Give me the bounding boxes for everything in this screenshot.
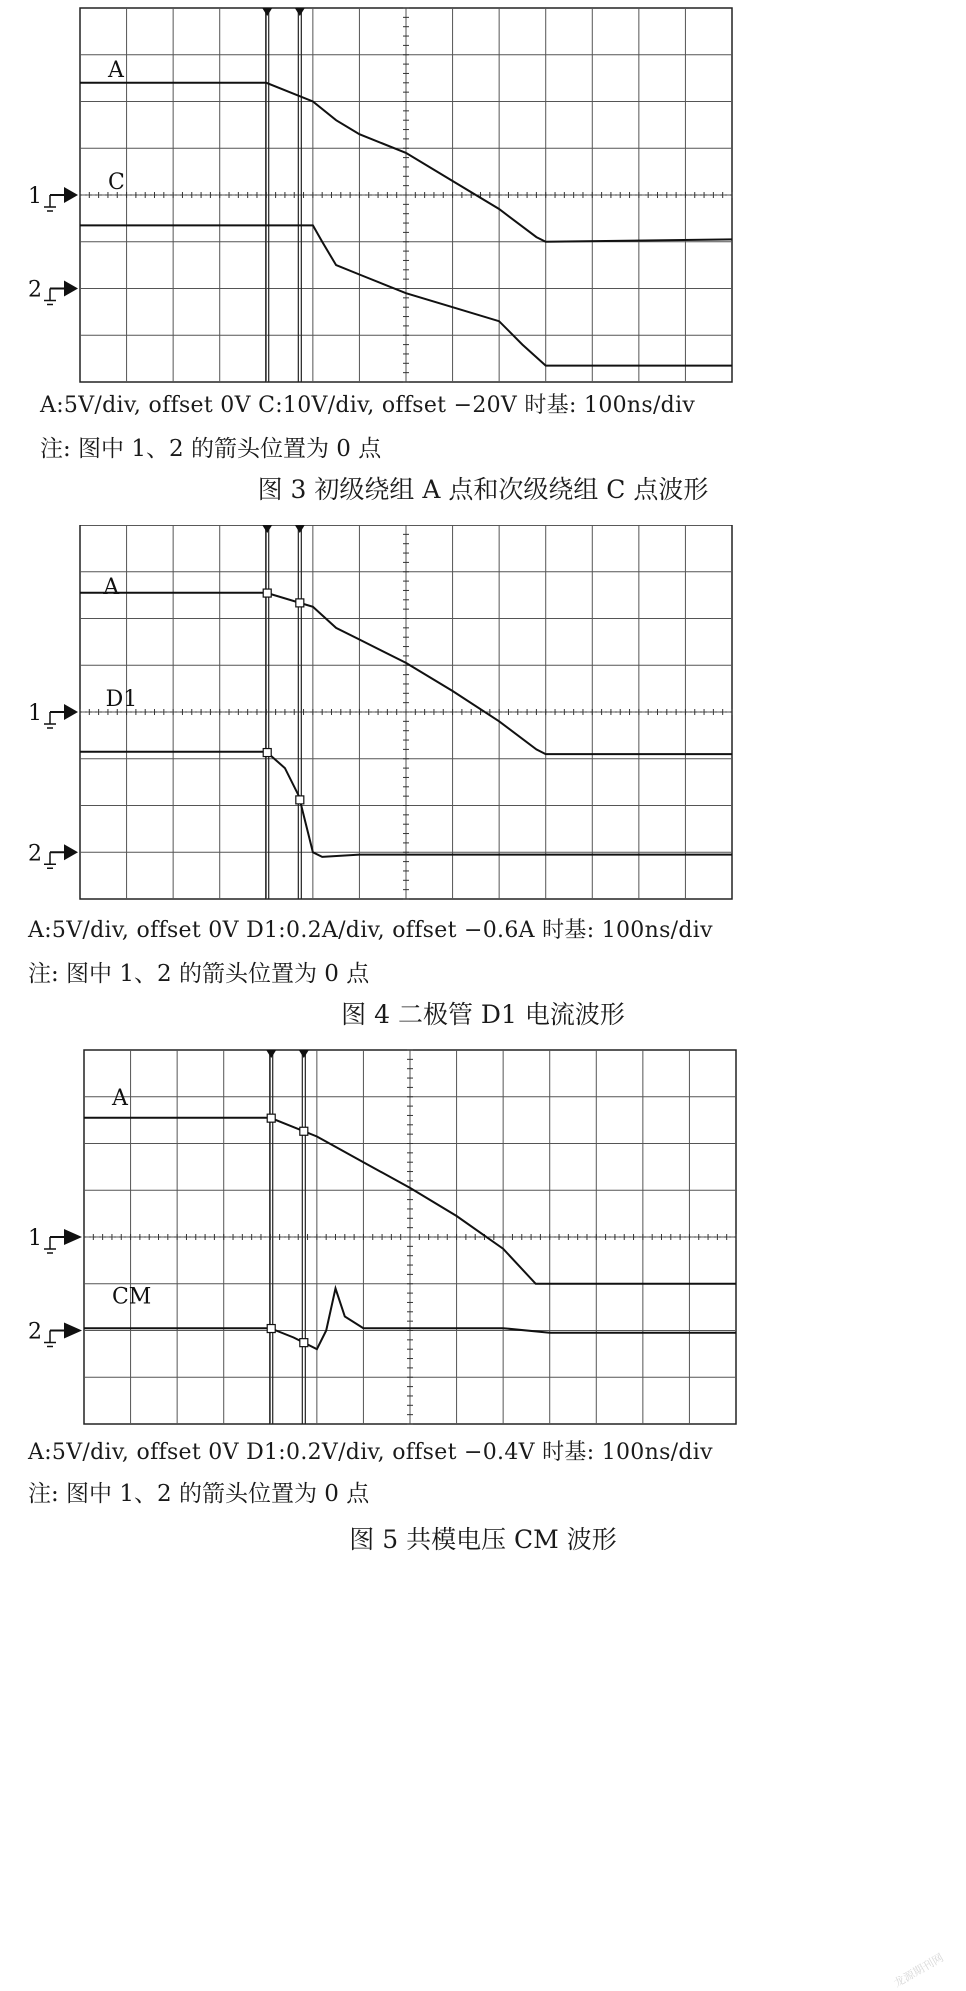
cursor-point-marker — [263, 589, 271, 597]
scope-settings-caption: A:5V/div, offset 0V C:10V/div, offset −20V 时基: 100ns/div — [40, 393, 696, 418]
cursor-point-marker — [263, 749, 271, 757]
cursor-point-marker — [296, 599, 304, 607]
cursor-point-marker — [300, 1127, 308, 1135]
channel-number-label: 1 — [28, 701, 42, 726]
channel-ground-marker-icon — [28, 1320, 82, 1347]
channel-number-label: 2 — [28, 841, 42, 867]
channel-ground-marker-icon — [28, 184, 78, 211]
cursor-point-marker — [296, 796, 304, 804]
cursor-marker-icon — [295, 8, 305, 16]
cursor-point-marker — [267, 1114, 275, 1122]
figure-title: 图 4 二极管 D1 电流波形 — [341, 1000, 625, 1029]
channel-ground-marker-icon — [28, 701, 78, 728]
cursor-marker-icon — [262, 525, 272, 533]
cursor-marker-icon — [299, 1050, 309, 1058]
trace-label: D1 — [105, 687, 138, 712]
trace-label: C — [107, 170, 125, 195]
channel-ground-marker-icon — [28, 1226, 82, 1253]
channel-number-label: 1 — [28, 1226, 42, 1251]
cursor-point-marker — [300, 1339, 308, 1347]
watermark: 龙源期刊网 — [891, 1951, 946, 1990]
channel-number-label: 2 — [28, 1319, 42, 1345]
figure-title: 图 5 共模电压 CM 波形 — [349, 1525, 617, 1554]
trace-label: A — [103, 574, 120, 600]
channel-ground-marker-icon — [28, 278, 78, 305]
figure-4 — [0, 525, 966, 1035]
cursor-marker-icon — [262, 8, 272, 16]
figure-3 — [0, 0, 966, 510]
scope-screen-fig5 — [0, 1045, 966, 1545]
scope-settings-caption: A:5V/div, offset 0V D1:0.2A/div, offset −0.6A 时基: 100ns/div — [28, 918, 713, 943]
cursor-marker-icon — [295, 525, 305, 533]
channel-ground-marker-icon — [28, 841, 78, 868]
zero-point-note: 注: 图中 1、2 的箭头位置为 0 点 — [28, 1481, 370, 1507]
trace-label: A — [111, 1085, 128, 1111]
figure-5 — [0, 1045, 966, 1565]
cursor-marker-icon — [266, 1050, 276, 1058]
channel-number-label: 2 — [28, 277, 42, 303]
figure-title: 图 3 初级绕组 A 点和次级绕组 C 点波形 — [257, 475, 709, 504]
zero-point-note: 注: 图中 1、2 的箭头位置为 0 点 — [28, 961, 370, 987]
channel-number-label: 1 — [28, 184, 42, 209]
scope-settings-caption: A:5V/div, offset 0V D1:0.2V/div, offset −0.4V 时基: 100ns/div — [28, 1440, 713, 1465]
zero-point-note: 注: 图中 1、2 的箭头位置为 0 点 — [40, 436, 382, 462]
cursor-point-marker — [267, 1325, 275, 1333]
trace-label: A — [107, 57, 124, 83]
trace-label: CM — [111, 1284, 152, 1310]
